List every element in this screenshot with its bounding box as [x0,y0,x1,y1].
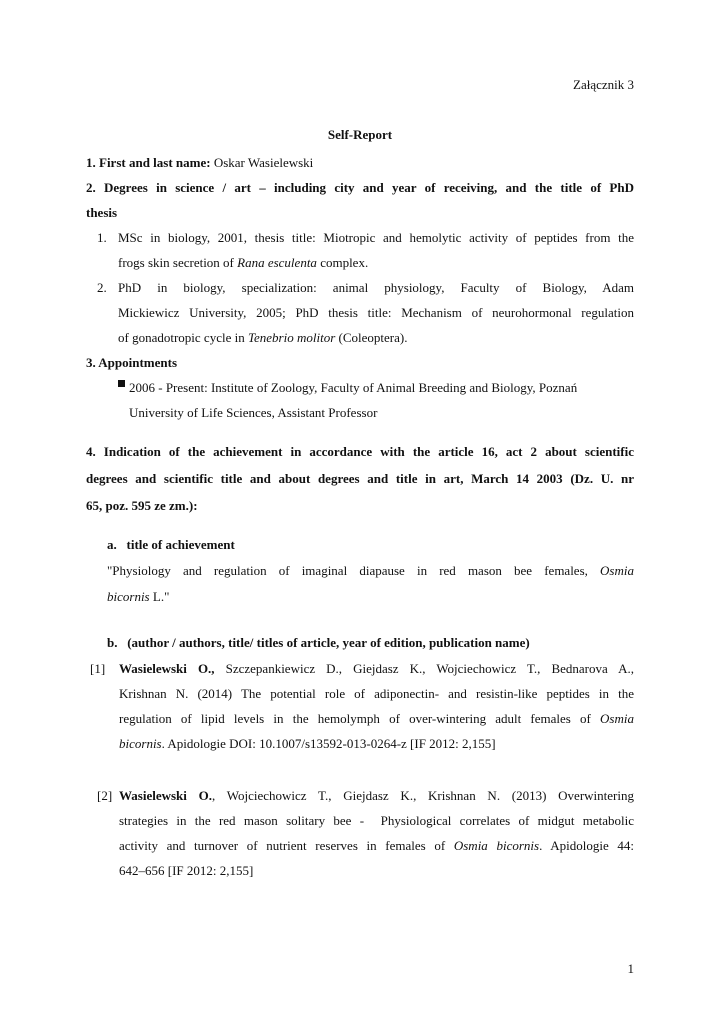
reference-1-line3: regulation of lipid levels in the hemolymph of over-wintering adult females of Osmia [119,711,634,726]
degree-item-1-line1: MSc in biology, 2001, thesis title: Miotropic and hemolytic activity of peptides from the [118,230,634,245]
reference-1-line2: Krishnan N. (2014) The potential role of adiponectin- and resistin-like peptides in the [119,686,634,701]
achievement-title-line2: bicornis L." [107,589,170,604]
appointment-line1: 2006 - Present: Institute of Zoology, Faculty of Animal Breeding and Biology, Poznań [129,380,578,395]
degrees-heading-line1: 2. Degrees in science / art – including city and year of receiving, and the title of PhD [86,180,634,195]
page-number: 1 [627,961,634,976]
name-label: 1. First and last name: [86,155,211,170]
reference-number: [2] [97,788,113,803]
achievement-heading-line1: 4. Indication of the achievement in accordance with the article 16, act 2 about scientific [86,444,634,459]
appointments-heading: 3. Appointments [86,355,178,370]
title-of-achievement-heading: a. title of achievement [107,537,235,552]
reference-1-line4: bicornis. Apidologie DOI: 10.1007/s13592-013-0264-z [IF 2012: 2,155] [119,736,496,751]
page-title: Self-Report [327,127,393,142]
degree-item-2-line2: Mickiewicz University, 2005; PhD thesis title: Mechanism of neurohormonal regulation [118,305,634,320]
degree-item-1-line2: frogs skin secretion of Rana esculenta complex. [118,255,369,270]
achievement-title-line1: "Physiology and regulation of imaginal diapause in red mason bee females, Osmia [107,563,634,578]
reference-number: [1] [90,661,106,676]
degree-item-number: 2. [97,280,107,295]
degree-item-number: 1. [97,230,107,245]
reference-2-line2: strategies in the red mason solitary bee - Physiological correlates of midgut metabolic [119,813,634,828]
appointment-line2: University of Life Sciences, Assistant Professor [129,405,378,420]
degree-item-2-line1: PhD in biology, specialization: animal physiology, Faculty of Biology, Adam [118,280,634,295]
reference-2-line1: Wasielewski O., Wojciechowicz T., Giejdasz K., Krishnan N. (2013) Overwintering [119,788,634,803]
reference-1-line1: Wasielewski O., Szczepankiewicz D., Giejdasz K., Wojciechowicz T., Bednarova A., [119,661,634,676]
achievement-heading-line3: 65, poz. 595 ze zm.): [86,498,198,513]
achievement-heading-line2: degrees and scientific title and about degrees and title in art, March 14 2003 (Dz. U. nr [86,471,634,486]
section-name [86,150,634,175]
bullet-square-icon [118,380,125,387]
name-value: Oskar Wasielewski [213,155,314,170]
attachment-label: Załącznik 3 [573,77,634,92]
publications-heading: b. (author / authors, title/ titles of article, year of edition, publication name) [107,635,530,650]
degrees-heading-line2: thesis [86,205,118,220]
degree-item-2-line3: of gonadotropic cycle in Tenebrio molitor (Coleoptera). [118,330,408,345]
reference-2-line4: 642–656 [IF 2012: 2,155] [119,863,254,878]
reference-2-line3: activity and turnover of nutrient reserves in females of Osmia bicornis. Apidologie 44: [119,838,635,853]
